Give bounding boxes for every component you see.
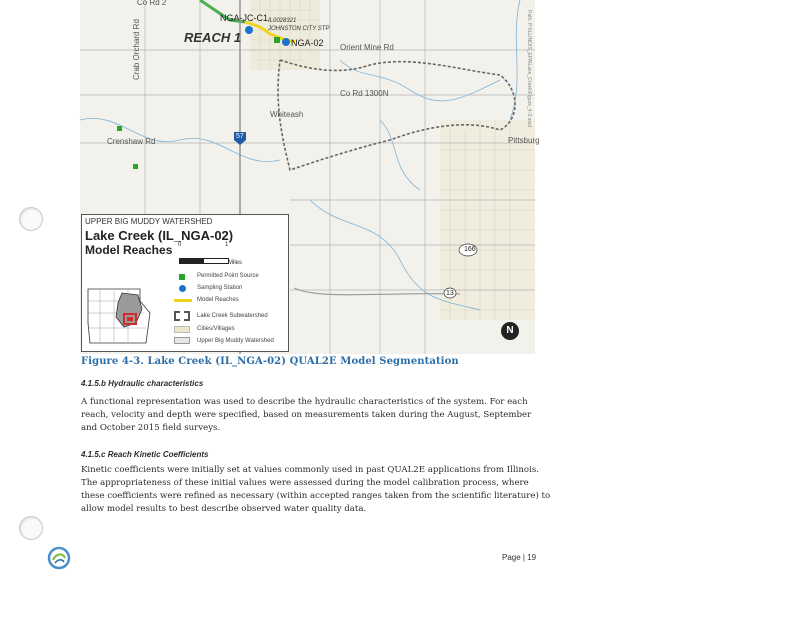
paragraph-line: allow model results to best describe observed water quality data. [81, 504, 367, 514]
punch-hole [19, 207, 43, 231]
cities-icon [174, 326, 190, 333]
road-label: Co Rd 1300N [340, 89, 389, 98]
reach-line-icon [174, 299, 192, 302]
scale-bar [179, 258, 229, 264]
scale-unit: Miles [228, 260, 243, 266]
road-label: Crenshaw Rd [107, 137, 156, 146]
point-source-marker [117, 126, 122, 131]
paragraph-line: and October 2015 field surveys. [81, 423, 221, 433]
road-label: Co Rd 2 [137, 0, 167, 7]
highway-label: 166 [464, 246, 476, 253]
section-heading: 4.1.5.b Hydraulic characteristics [81, 379, 204, 388]
highway-label: 57 [236, 133, 244, 140]
city-shade [250, 0, 320, 70]
town-label: Whiteash [270, 110, 304, 119]
point-source-icon [179, 274, 185, 280]
page-number: Page | 19 [502, 553, 537, 562]
legend-title: Lake Creek (IL_NGA-02) [85, 228, 234, 243]
permit-label: IL0028321 [268, 18, 297, 24]
highway-label: 13 [446, 290, 454, 297]
legend-subtitle: Model Reaches [85, 243, 173, 257]
scale-label: 1 [225, 242, 229, 248]
road-label: Orient Mine Rd [340, 43, 394, 52]
station-marker [282, 38, 290, 46]
legend-item-subwatershed: Lake Creek Subwatershed [197, 313, 268, 319]
legend-item-reaches: Model Reaches [197, 297, 239, 303]
paragraph-line: The appropriateness of these initial values were assessed during the model calibration process, where [81, 478, 529, 488]
legend-organization: UPPER BIG MUDDY WATERSHED [85, 217, 213, 226]
north-arrow-icon: N [501, 322, 519, 340]
point-source-marker [274, 37, 280, 43]
paragraph-line: reach, velocity and depth were specified, based on measurements taken during the August, September [81, 410, 532, 420]
legend-item-station: Sampling Station [197, 285, 243, 291]
punch-hole [19, 516, 43, 540]
station-marker [245, 26, 253, 34]
subwatershed-icon [174, 311, 190, 321]
route-13 [294, 288, 460, 295]
legend-item-point-source: Permitted Point Source [197, 273, 259, 279]
company-logo-icon [47, 545, 71, 571]
paragraph-line: A functional representation was used to describe the hydraulic characteristics of the system. For each [81, 397, 528, 407]
paragraph [81, 464, 551, 516]
paragraph-line: Kinetic coefficients were initially set at values commonly used in past QUAL2E applications from Illinois. [81, 465, 539, 475]
town-label: Pittsburg [508, 136, 540, 145]
station-label-jc: NGA-JC-C1 [220, 13, 269, 23]
map-credit: Path: P:\ILLINOIS_EPA\Lake_Creek\Figure_4-3.mxd [526, 10, 532, 127]
figure-caption: Figure 4-3. Lake Creek (IL_NGA-02) QUAL2E Model Segmentation [81, 356, 459, 367]
legend-item-watershed: Upper Big Muddy Watershed [197, 338, 274, 344]
road-label: Crab Orchard Rd [132, 19, 141, 80]
section-heading: 4.1.5.c Reach Kinetic Coefficients [81, 450, 209, 459]
legend-item-cities: Cities/Villages [197, 326, 235, 332]
watershed-icon [174, 337, 190, 344]
paragraph [81, 396, 541, 435]
reach-label: REACH 1 [184, 30, 242, 45]
scale-label: 0 [178, 242, 182, 248]
point-source-marker [133, 164, 138, 169]
inset-locator-map [84, 283, 156, 349]
plant-label: JOHNSTON CITY STP [268, 26, 330, 32]
paragraph-line: these coefficients were refined as necessary (within accepted ranges taken from the scientific literature) to [81, 491, 551, 501]
map-legend [81, 214, 289, 352]
station-icon [179, 285, 186, 292]
station-label-02: NGA-02 [291, 38, 324, 48]
map-figure [80, 0, 540, 354]
